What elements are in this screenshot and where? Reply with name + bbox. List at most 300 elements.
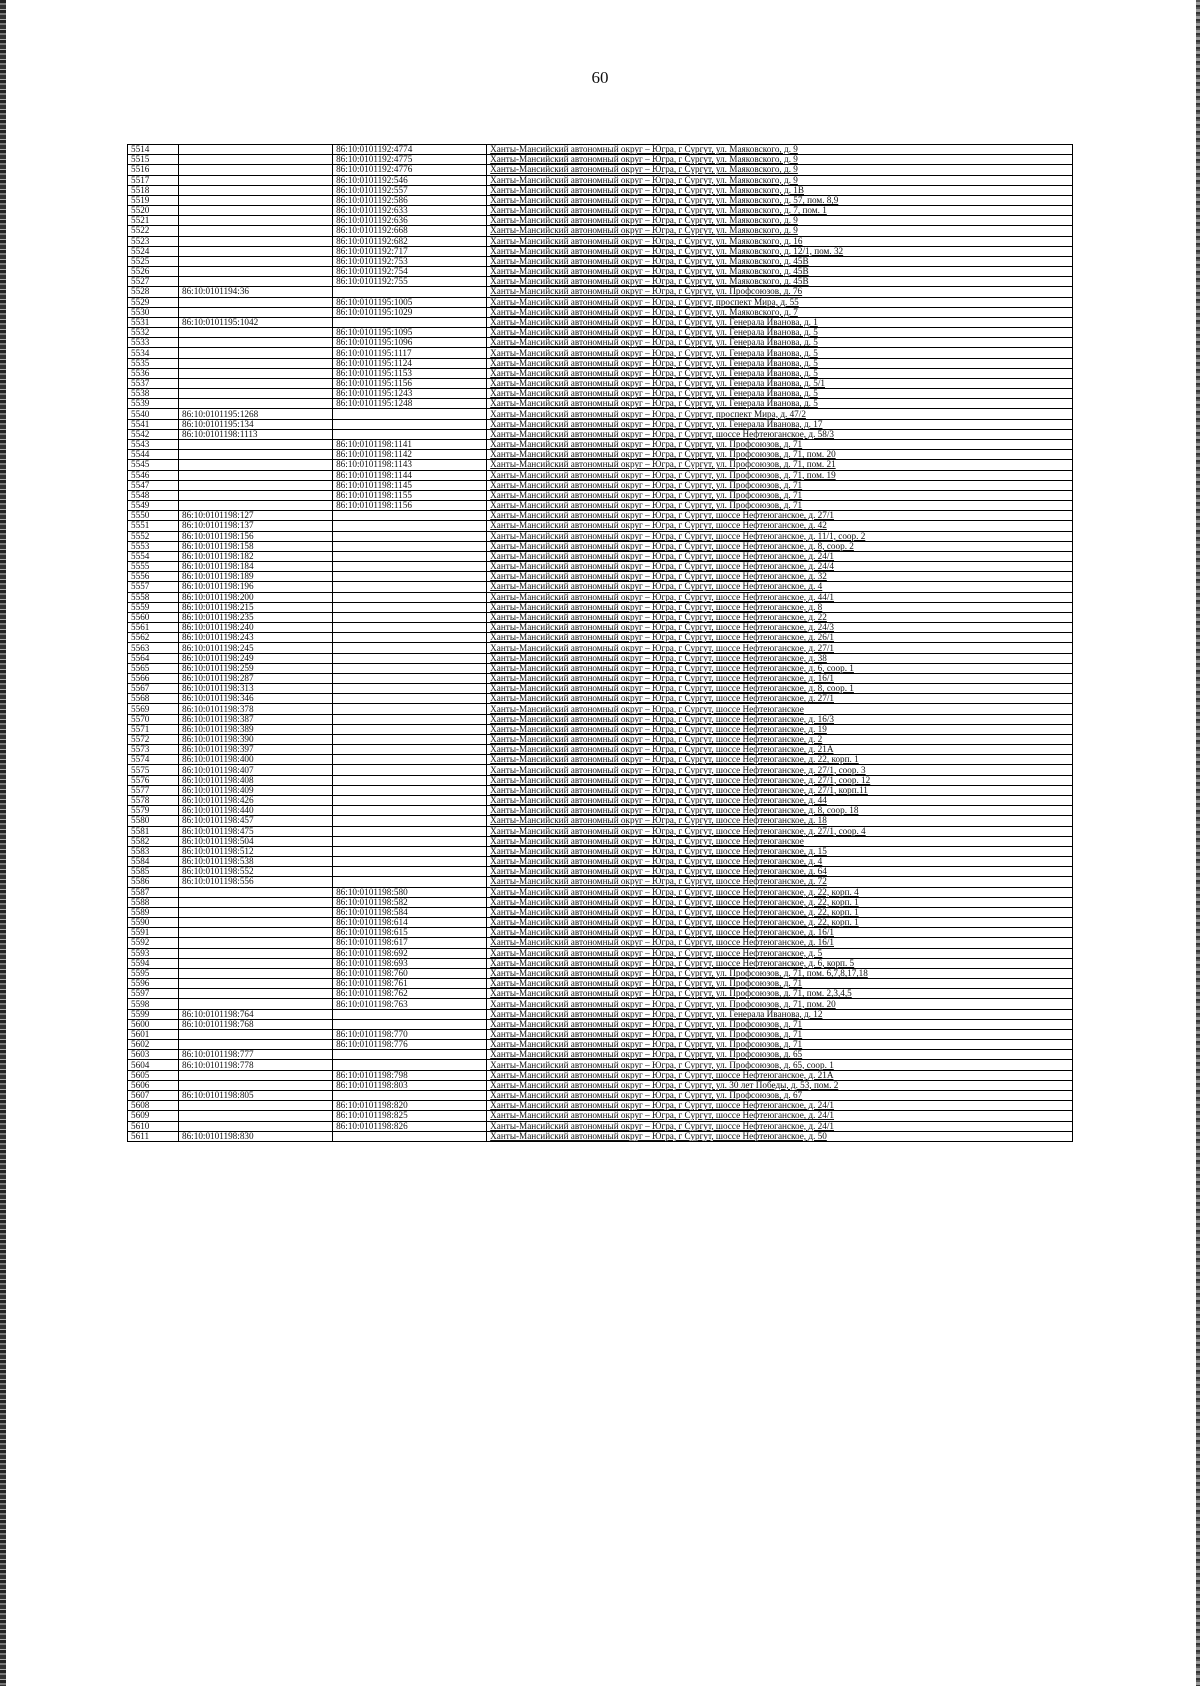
cadastral-parcel-cell bbox=[178, 256, 332, 266]
cadastral-parcel-cell: 86:10:0101198:389 bbox=[178, 724, 332, 734]
cadastral-object-cell: 86:10:0101198:617 bbox=[333, 938, 487, 948]
cadastral-object-cell: 86:10:0101195:1096 bbox=[333, 338, 487, 348]
table-row bbox=[128, 1090, 1073, 1100]
cadastral-parcel-cell bbox=[178, 470, 332, 480]
cadastral-object-cell: 86:10:0101198:1155 bbox=[333, 490, 487, 500]
cadastral-object-cell: 86:10:0101198:760 bbox=[333, 968, 487, 978]
address-cell: Ханты-Мансийский автономный округ – Югра, г Сургут, ул. Профсоюзов, д. 65 bbox=[487, 1050, 1073, 1060]
cadastral-object-cell bbox=[333, 877, 487, 887]
cadastral-object-cell: 86:10:0101195:1095 bbox=[333, 328, 487, 338]
address-cell: Ханты-Мансийский автономный округ – Югра, г Сургут, шоссе Нефтеюганское, д. 27/1, корп.11 bbox=[487, 785, 1073, 795]
cadastral-parcel-cell bbox=[178, 226, 332, 236]
address-cell: Ханты-Мансийский автономный округ – Югра, г Сургут, ул. Профсоюзов, д. 71 bbox=[487, 1040, 1073, 1050]
table-row bbox=[128, 643, 1073, 653]
cadastral-parcel-cell bbox=[178, 1029, 332, 1039]
cadastral-parcel-cell bbox=[178, 358, 332, 368]
row-number-cell: 5564 bbox=[128, 653, 179, 663]
row-number-cell: 5574 bbox=[128, 755, 179, 765]
table-row bbox=[128, 765, 1073, 775]
address-cell: Ханты-Мансийский автономный округ – Югра, г Сургут, шоссе Нефтеюганское, д. 24/1 bbox=[487, 1101, 1073, 1111]
cadastral-parcel-cell: 86:10:0101198:313 bbox=[178, 684, 332, 694]
table-row bbox=[128, 877, 1073, 887]
address-cell: Ханты-Мансийский автономный округ – Югра, г Сургут, ул. Генерала Иванова, д. 5 bbox=[487, 348, 1073, 358]
address-cell: Ханты-Мансийский автономный округ – Югра, г Сургут, шоссе Нефтеюганское, д. 22, корп. 1 bbox=[487, 918, 1073, 928]
cadastral-parcel-cell bbox=[178, 999, 332, 1009]
row-number-cell: 5522 bbox=[128, 226, 179, 236]
address-cell: Ханты-Мансийский автономный округ – Югра, г Сургут, шоссе Нефтеюганское bbox=[487, 704, 1073, 714]
cadastral-parcel-cell: 86:10:0101198:768 bbox=[178, 1019, 332, 1029]
cadastral-object-cell bbox=[333, 826, 487, 836]
row-number-cell: 5589 bbox=[128, 907, 179, 917]
row-number-cell: 5514 bbox=[128, 145, 179, 155]
address-cell: Ханты-Мансийский автономный округ – Югра, г Сургут, ул. Маяковского, д. 9 bbox=[487, 216, 1073, 226]
cadastral-object-cell: 86:10:0101192:668 bbox=[333, 226, 487, 236]
cadastral-object-cell bbox=[333, 846, 487, 856]
address-cell: Ханты-Мансийский автономный округ – Югра, г Сургут, ул. Маяковского, д. 9 bbox=[487, 165, 1073, 175]
row-number-cell: 5603 bbox=[128, 1050, 179, 1060]
cadastral-parcel-cell: 86:10:0101194:36 bbox=[178, 287, 332, 297]
row-number-cell: 5563 bbox=[128, 643, 179, 653]
cadastral-object-cell: 86:10:0101195:1243 bbox=[333, 389, 487, 399]
cadastral-object-cell: 86:10:0101198:692 bbox=[333, 948, 487, 958]
address-cell: Ханты-Мансийский автономный округ – Югра, г Сургут, ул. Маяковского, д. 9 bbox=[487, 145, 1073, 155]
table-row bbox=[128, 378, 1073, 388]
cadastral-parcel-cell: 86:10:0101198:184 bbox=[178, 562, 332, 572]
row-number-cell: 5588 bbox=[128, 897, 179, 907]
table-row bbox=[128, 1080, 1073, 1090]
cadastral-object-cell bbox=[333, 572, 487, 582]
cadastral-object-cell bbox=[333, 1090, 487, 1100]
cadastral-object-cell: 86:10:0101198:614 bbox=[333, 918, 487, 928]
row-number-cell: 5533 bbox=[128, 338, 179, 348]
address-cell: Ханты-Мансийский автономный округ – Югра, г Сургут, ул. Профсоюзов, д. 71 bbox=[487, 1019, 1073, 1029]
address-cell: Ханты-Мансийский автономный округ – Югра, г Сургут, ул. Генерала Иванова, д. 5 bbox=[487, 368, 1073, 378]
address-cell: Ханты-Мансийский автономный округ – Югра, г Сургут, ул. Маяковского, д. 45В bbox=[487, 256, 1073, 266]
address-cell: Ханты-Мансийский автономный округ – Югра, г Сургут, шоссе Нефтеюганское, д. 22, корп. 1 bbox=[487, 897, 1073, 907]
table-row bbox=[128, 816, 1073, 826]
row-number-cell: 5546 bbox=[128, 470, 179, 480]
row-number-cell: 5579 bbox=[128, 806, 179, 816]
table-row bbox=[128, 867, 1073, 877]
address-cell: Ханты-Мансийский автономный округ – Югра, г Сургут, ул. Профсоюзов, д. 71, пом. 20 bbox=[487, 999, 1073, 1009]
row-number-cell: 5601 bbox=[128, 1029, 179, 1039]
table-row bbox=[128, 714, 1073, 724]
address-cell: Ханты-Мансийский автономный округ – Югра, г Сургут, ул. Маяковского, д. 7 bbox=[487, 307, 1073, 317]
cadastral-object-cell: 86:10:0101192:717 bbox=[333, 246, 487, 256]
row-number-cell: 5581 bbox=[128, 826, 179, 836]
table-row bbox=[128, 724, 1073, 734]
table-row bbox=[128, 846, 1073, 856]
cadastral-parcel-cell bbox=[178, 206, 332, 216]
row-number-cell: 5524 bbox=[128, 246, 179, 256]
cadastral-object-cell bbox=[333, 1009, 487, 1019]
table-row bbox=[128, 297, 1073, 307]
address-cell: Ханты-Мансийский автономный округ – Югра, г Сургут, шоссе Нефтеюганское, д. 8, соор. 1 bbox=[487, 684, 1073, 694]
row-number-cell: 5562 bbox=[128, 633, 179, 643]
cadastral-parcel-cell bbox=[178, 501, 332, 511]
cadastral-object-cell bbox=[333, 612, 487, 622]
address-cell: Ханты-Мансийский автономный округ – Югра, г Сургут, ул. Маяковского, д. 45В bbox=[487, 277, 1073, 287]
row-number-cell: 5532 bbox=[128, 328, 179, 338]
cadastral-object-cell bbox=[333, 287, 487, 297]
row-number-cell: 5537 bbox=[128, 378, 179, 388]
table-row bbox=[128, 216, 1073, 226]
cadastral-object-cell: 86:10:0101198:584 bbox=[333, 907, 487, 917]
table-row bbox=[128, 694, 1073, 704]
address-cell: Ханты-Мансийский автономный округ – Югра, г Сургут, шоссе Нефтеюганское, д. 38 bbox=[487, 653, 1073, 663]
row-number-cell: 5566 bbox=[128, 673, 179, 683]
row-number-cell: 5531 bbox=[128, 317, 179, 327]
cadastral-parcel-cell bbox=[178, 1121, 332, 1131]
table-row bbox=[128, 704, 1073, 714]
cadastral-object-cell: 86:10:0101192:557 bbox=[333, 185, 487, 195]
row-number-cell: 5572 bbox=[128, 734, 179, 744]
row-number-cell: 5583 bbox=[128, 846, 179, 856]
cadastral-parcel-cell: 86:10:0101198:378 bbox=[178, 704, 332, 714]
cadastral-parcel-cell bbox=[178, 450, 332, 460]
row-number-cell: 5577 bbox=[128, 785, 179, 795]
row-number-cell: 5605 bbox=[128, 1070, 179, 1080]
cadastral-object-cell: 86:10:0101198:582 bbox=[333, 897, 487, 907]
address-cell: Ханты-Мансийский автономный округ – Югра, г Сургут, шоссе Нефтеюганское, д. 4 bbox=[487, 857, 1073, 867]
table-row bbox=[128, 1060, 1073, 1070]
address-cell: Ханты-Мансийский автономный округ – Югра, г Сургут, ул. Генерала Иванова, д. 1 bbox=[487, 317, 1073, 327]
cadastral-parcel-cell bbox=[178, 348, 332, 358]
table-row bbox=[128, 673, 1073, 683]
cadastral-object-cell: 86:10:0101198:1144 bbox=[333, 470, 487, 480]
cadastral-parcel-cell: 86:10:0101198:259 bbox=[178, 663, 332, 673]
row-number-cell: 5594 bbox=[128, 958, 179, 968]
table-row bbox=[128, 246, 1073, 256]
row-number-cell: 5517 bbox=[128, 175, 179, 185]
address-cell: Ханты-Мансийский автономный округ – Югра, г Сургут, ул. Профсоюзов, д. 71 bbox=[487, 1029, 1073, 1039]
row-number-cell: 5610 bbox=[128, 1121, 179, 1131]
cadastral-object-cell: 86:10:0101192:755 bbox=[333, 277, 487, 287]
cadastral-parcel-cell: 86:10:0101198:440 bbox=[178, 806, 332, 816]
registry-table-body bbox=[128, 145, 1073, 1142]
cadastral-parcel-cell: 86:10:0101198:235 bbox=[178, 612, 332, 622]
table-row bbox=[128, 1050, 1073, 1060]
page-number: 60 bbox=[591, 68, 609, 87]
cadastral-parcel-cell: 86:10:0101198:764 bbox=[178, 1009, 332, 1019]
row-number-cell: 5542 bbox=[128, 429, 179, 439]
table-row bbox=[128, 389, 1073, 399]
cadastral-object-cell: 86:10:0101195:1124 bbox=[333, 358, 487, 368]
cadastral-parcel-cell: 86:10:0101198:830 bbox=[178, 1131, 332, 1141]
address-cell: Ханты-Мансийский автономный округ – Югра, г Сургут, шоссе Нефтеюганское, д. 32 bbox=[487, 572, 1073, 582]
cadastral-parcel-cell: 86:10:0101198:346 bbox=[178, 694, 332, 704]
table-row bbox=[128, 836, 1073, 846]
table-row bbox=[128, 826, 1073, 836]
table-row bbox=[128, 317, 1073, 327]
table-row bbox=[128, 1121, 1073, 1131]
row-number-cell: 5580 bbox=[128, 816, 179, 826]
address-cell: Ханты-Мансийский автономный округ – Югра, г Сургут, ул. Профсоюзов, д. 67 bbox=[487, 1090, 1073, 1100]
address-cell: Ханты-Мансийский автономный округ – Югра, г Сургут, проспект Мира, д. 55 bbox=[487, 297, 1073, 307]
cadastral-parcel-cell: 86:10:0101198:777 bbox=[178, 1050, 332, 1060]
cadastral-object-cell bbox=[333, 602, 487, 612]
cadastral-object-cell bbox=[333, 653, 487, 663]
address-cell: Ханты-Мансийский автономный округ – Югра, г Сургут, шоссе Нефтеюганское bbox=[487, 836, 1073, 846]
row-number-cell: 5569 bbox=[128, 704, 179, 714]
row-number-cell: 5598 bbox=[128, 999, 179, 1009]
cadastral-object-cell: 86:10:0101198:615 bbox=[333, 928, 487, 938]
table-row bbox=[128, 206, 1073, 216]
cadastral-object-cell: 86:10:0101192:4774 bbox=[333, 145, 487, 155]
row-number-cell: 5525 bbox=[128, 256, 179, 266]
cadastral-parcel-cell: 86:10:0101198:387 bbox=[178, 714, 332, 724]
table-row bbox=[128, 195, 1073, 205]
cadastral-parcel-cell: 86:10:0101198:215 bbox=[178, 602, 332, 612]
cadastral-parcel-cell: 86:10:0101198:475 bbox=[178, 826, 332, 836]
address-cell: Ханты-Мансийский автономный округ – Югра, г Сургут, шоссе Нефтеюганское, д. 4 bbox=[487, 582, 1073, 592]
cadastral-parcel-cell bbox=[178, 928, 332, 938]
cadastral-parcel-cell bbox=[178, 165, 332, 175]
table-row bbox=[128, 419, 1073, 429]
cadastral-object-cell bbox=[333, 643, 487, 653]
address-cell: Ханты-Мансийский автономный округ – Югра, г Сургут, ул. Маяковского, д. 9 bbox=[487, 175, 1073, 185]
address-cell: Ханты-Мансийский автономный округ – Югра, г Сургут, ул. Маяковского, д. 16 bbox=[487, 236, 1073, 246]
table-row bbox=[128, 979, 1073, 989]
cadastral-object-cell bbox=[333, 317, 487, 327]
address-cell: Ханты-Мансийский автономный округ – Югра, г Сургут, шоссе Нефтеюганское, д. 26/1 bbox=[487, 633, 1073, 643]
cadastral-parcel-cell: 86:10:0101198:556 bbox=[178, 877, 332, 887]
table-row bbox=[128, 1019, 1073, 1029]
cadastral-parcel-cell: 86:10:0101198:245 bbox=[178, 643, 332, 653]
row-number-cell: 5593 bbox=[128, 948, 179, 958]
cadastral-parcel-cell bbox=[178, 439, 332, 449]
table-row bbox=[128, 1040, 1073, 1050]
cadastral-object-cell bbox=[333, 623, 487, 633]
cadastral-object-cell: 86:10:0101195:1248 bbox=[333, 399, 487, 409]
cadastral-object-cell: 86:10:0101195:1153 bbox=[333, 368, 487, 378]
row-number-cell: 5573 bbox=[128, 745, 179, 755]
table-row bbox=[128, 277, 1073, 287]
row-number-cell: 5523 bbox=[128, 236, 179, 246]
address-cell: Ханты-Мансийский автономный округ – Югра, г Сургут, шоссе Нефтеюганское, д. 19 bbox=[487, 724, 1073, 734]
cadastral-object-cell: 86:10:0101192:682 bbox=[333, 236, 487, 246]
table-row bbox=[128, 429, 1073, 439]
cadastral-object-cell: 86:10:0101195:1029 bbox=[333, 307, 487, 317]
row-number-cell: 5560 bbox=[128, 612, 179, 622]
table-row bbox=[128, 887, 1073, 897]
cadastral-object-cell bbox=[333, 673, 487, 683]
table-row bbox=[128, 470, 1073, 480]
table-row bbox=[128, 531, 1073, 541]
scan-edge-left bbox=[0, 0, 6, 1686]
table-row bbox=[128, 989, 1073, 999]
table-row bbox=[128, 287, 1073, 297]
table-row bbox=[128, 1009, 1073, 1019]
table-row bbox=[128, 328, 1073, 338]
address-cell: Ханты-Мансийский автономный округ – Югра, г Сургут, ул. Генерала Иванова, д. 5 bbox=[487, 399, 1073, 409]
cadastral-parcel-cell: 86:10:0101195:1042 bbox=[178, 317, 332, 327]
address-cell: Ханты-Мансийский автономный округ – Югра, г Сургут, шоссе Нефтеюганское, д. 8 bbox=[487, 602, 1073, 612]
row-number-cell: 5576 bbox=[128, 775, 179, 785]
cadastral-parcel-cell bbox=[178, 897, 332, 907]
cadastral-object-cell bbox=[333, 582, 487, 592]
cadastral-object-cell: 86:10:0101192:546 bbox=[333, 175, 487, 185]
table-row bbox=[128, 755, 1073, 765]
cadastral-parcel-cell: 86:10:0101198:158 bbox=[178, 541, 332, 551]
cadastral-object-cell bbox=[333, 785, 487, 795]
row-number-cell: 5551 bbox=[128, 521, 179, 531]
cadastral-object-cell: 86:10:0101198:1142 bbox=[333, 450, 487, 460]
row-number-cell: 5561 bbox=[128, 623, 179, 633]
cadastral-object-cell: 86:10:0101192:4775 bbox=[333, 155, 487, 165]
cadastral-parcel-cell bbox=[178, 1101, 332, 1111]
address-cell: Ханты-Мансийский автономный округ – Югра, г Сургут, ул. Профсоюзов, д. 71, пом. 21 bbox=[487, 460, 1073, 470]
cadastral-parcel-cell: 86:10:0101198:390 bbox=[178, 734, 332, 744]
address-cell: Ханты-Мансийский автономный округ – Югра, г Сургут, шоссе Нефтеюганское, д. 27/1, соор. 3 bbox=[487, 765, 1073, 775]
cadastral-parcel-cell bbox=[178, 958, 332, 968]
cadastral-parcel-cell: 86:10:0101198:249 bbox=[178, 653, 332, 663]
cadastral-parcel-cell: 86:10:0101198:409 bbox=[178, 785, 332, 795]
cadastral-parcel-cell: 86:10:0101198:400 bbox=[178, 755, 332, 765]
address-cell: Ханты-Мансийский автономный округ – Югра, г Сургут, ул. Генерала Иванова, д. 5 bbox=[487, 338, 1073, 348]
row-number-cell: 5519 bbox=[128, 195, 179, 205]
address-cell: Ханты-Мансийский автономный округ – Югра, г Сургут, шоссе Нефтеюганское, д. 24/1 bbox=[487, 1111, 1073, 1121]
table-row bbox=[128, 155, 1073, 165]
cadastral-object-cell bbox=[333, 745, 487, 755]
cadastral-object-cell bbox=[333, 633, 487, 643]
cadastral-object-cell: 86:10:0101198:1141 bbox=[333, 439, 487, 449]
address-cell: Ханты-Мансийский автономный округ – Югра, г Сургут, ул. Профсоюзов, д. 71 bbox=[487, 480, 1073, 490]
cadastral-object-cell bbox=[333, 1019, 487, 1029]
cadastral-parcel-cell bbox=[178, 175, 332, 185]
cadastral-object-cell: 86:10:0101198:693 bbox=[333, 958, 487, 968]
row-number-cell: 5553 bbox=[128, 541, 179, 551]
table-row bbox=[128, 572, 1073, 582]
address-cell: Ханты-Мансийский автономный округ – Югра, г Сургут, шоссе Нефтеюганское, д. 8, соор. 2 bbox=[487, 541, 1073, 551]
cadastral-parcel-cell bbox=[178, 195, 332, 205]
cadastral-parcel-cell bbox=[178, 907, 332, 917]
address-cell: Ханты-Мансийский автономный округ – Югра, г Сургут, шоссе Нефтеюганское, д. 22, корп. 1 bbox=[487, 907, 1073, 917]
row-number-cell: 5536 bbox=[128, 368, 179, 378]
row-number-cell: 5604 bbox=[128, 1060, 179, 1070]
cadastral-object-cell bbox=[333, 429, 487, 439]
table-row bbox=[128, 236, 1073, 246]
address-cell: Ханты-Мансийский автономный округ – Югра, г Сургут, шоссе Нефтеюганское, д. 16/1 bbox=[487, 928, 1073, 938]
cadastral-parcel-cell: 86:10:0101198:408 bbox=[178, 775, 332, 785]
row-number-cell: 5556 bbox=[128, 572, 179, 582]
cadastral-object-cell bbox=[333, 1060, 487, 1070]
cadastral-object-cell bbox=[333, 684, 487, 694]
table-row bbox=[128, 653, 1073, 663]
cadastral-object-cell: 86:10:0101198:580 bbox=[333, 887, 487, 897]
address-cell: Ханты-Мансийский автономный округ – Югра, г Сургут, шоссе Нефтеюганское, д. 21А bbox=[487, 745, 1073, 755]
cadastral-parcel-cell: 86:10:0101198:426 bbox=[178, 796, 332, 806]
row-number-cell: 5545 bbox=[128, 460, 179, 470]
cadastral-parcel-cell bbox=[178, 378, 332, 388]
row-number-cell: 5539 bbox=[128, 399, 179, 409]
cadastral-parcel-cell bbox=[178, 918, 332, 928]
row-number-cell: 5530 bbox=[128, 307, 179, 317]
cadastral-parcel-cell: 86:10:0101198:156 bbox=[178, 531, 332, 541]
address-cell: Ханты-Мансийский автономный округ – Югра, г Сургут, ул. Генерала Иванова, д. 5/1 bbox=[487, 378, 1073, 388]
table-row bbox=[128, 226, 1073, 236]
cadastral-parcel-cell bbox=[178, 1111, 332, 1121]
address-cell: Ханты-Мансийский автономный округ – Югра, г Сургут, ул. Профсоюзов, д. 71, пом. 6,7,8,17,18 bbox=[487, 968, 1073, 978]
table-row bbox=[128, 368, 1073, 378]
cadastral-object-cell: 86:10:0101198:803 bbox=[333, 1080, 487, 1090]
cadastral-object-cell: 86:10:0101195:1156 bbox=[333, 378, 487, 388]
table-row bbox=[128, 857, 1073, 867]
cadastral-parcel-cell bbox=[178, 307, 332, 317]
cadastral-object-cell bbox=[333, 521, 487, 531]
table-row bbox=[128, 1029, 1073, 1039]
row-number-cell: 5596 bbox=[128, 979, 179, 989]
row-number-cell: 5558 bbox=[128, 592, 179, 602]
cadastral-parcel-cell: 86:10:0101198:240 bbox=[178, 623, 332, 633]
cadastral-parcel-cell: 86:10:0101198:243 bbox=[178, 633, 332, 643]
table-row bbox=[128, 663, 1073, 673]
row-number-cell: 5528 bbox=[128, 287, 179, 297]
row-number-cell: 5587 bbox=[128, 887, 179, 897]
table-row bbox=[128, 358, 1073, 368]
cadastral-parcel-cell bbox=[178, 399, 332, 409]
address-cell: Ханты-Мансийский автономный округ – Югра, г Сургут, ул. Генерала Иванова, д. 5 bbox=[487, 389, 1073, 399]
row-number-cell: 5527 bbox=[128, 277, 179, 287]
row-number-cell: 5584 bbox=[128, 857, 179, 867]
cadastral-parcel-cell: 86:10:0101198:182 bbox=[178, 551, 332, 561]
row-number-cell: 5599 bbox=[128, 1009, 179, 1019]
cadastral-object-cell bbox=[333, 551, 487, 561]
address-cell: Ханты-Мансийский автономный округ – Югра, г Сургут, шоссе Нефтеюганское, д. 21А bbox=[487, 1070, 1073, 1080]
row-number-cell: 5538 bbox=[128, 389, 179, 399]
cadastral-parcel-cell bbox=[178, 368, 332, 378]
cadastral-parcel-cell bbox=[178, 277, 332, 287]
address-cell: Ханты-Мансийский автономный округ – Югра, г Сургут, шоссе Нефтеюганское, д. 42 bbox=[487, 521, 1073, 531]
cadastral-object-cell bbox=[333, 694, 487, 704]
row-number-cell: 5534 bbox=[128, 348, 179, 358]
table-row bbox=[128, 745, 1073, 755]
table-row bbox=[128, 592, 1073, 602]
row-number-cell: 5557 bbox=[128, 582, 179, 592]
address-cell: Ханты-Мансийский автономный округ – Югра, г Сургут, ул. Маяковского, д. 9 bbox=[487, 155, 1073, 165]
registry-table bbox=[127, 144, 1073, 1142]
cadastral-parcel-cell bbox=[178, 328, 332, 338]
table-row bbox=[128, 602, 1073, 612]
cadastral-object-cell bbox=[333, 836, 487, 846]
row-number-cell: 5608 bbox=[128, 1101, 179, 1111]
table-row bbox=[128, 999, 1073, 1009]
cadastral-parcel-cell: 86:10:0101198:127 bbox=[178, 511, 332, 521]
row-number-cell: 5520 bbox=[128, 206, 179, 216]
address-cell: Ханты-Мансийский автономный округ – Югра, г Сургут, ул. Маяковского, д. 12/1, пом. 32 bbox=[487, 246, 1073, 256]
address-cell: Ханты-Мансийский автономный округ – Югра, г Сургут, шоссе Нефтеюганское, д. 27/1 bbox=[487, 694, 1073, 704]
row-number-cell: 5607 bbox=[128, 1090, 179, 1100]
cadastral-object-cell bbox=[333, 775, 487, 785]
row-number-cell: 5595 bbox=[128, 968, 179, 978]
cadastral-parcel-cell bbox=[178, 460, 332, 470]
row-number-cell: 5541 bbox=[128, 419, 179, 429]
table-row bbox=[128, 1070, 1073, 1080]
address-cell: Ханты-Мансийский автономный округ – Югра, г Сургут, ул. Профсоюзов, д. 71 bbox=[487, 439, 1073, 449]
row-number-cell: 5515 bbox=[128, 155, 179, 165]
cadastral-object-cell bbox=[333, 806, 487, 816]
cadastral-parcel-cell bbox=[178, 389, 332, 399]
cadastral-parcel-cell: 86:10:0101195:134 bbox=[178, 419, 332, 429]
row-number-cell: 5590 bbox=[128, 918, 179, 928]
address-cell: Ханты-Мансийский автономный округ – Югра, г Сургут, ул. Профсоюзов, д. 76 bbox=[487, 287, 1073, 297]
row-number-cell: 5547 bbox=[128, 480, 179, 490]
row-number-cell: 5552 bbox=[128, 531, 179, 541]
address-cell: Ханты-Мансийский автономный округ – Югра, г Сургут, шоссе Нефтеюганское, д. 27/1 bbox=[487, 511, 1073, 521]
cadastral-object-cell bbox=[333, 714, 487, 724]
address-cell: Ханты-Мансийский автономный округ – Югра, г Сургут, ул. Профсоюзов, д. 71, пом. 19 bbox=[487, 470, 1073, 480]
table-row bbox=[128, 541, 1073, 551]
